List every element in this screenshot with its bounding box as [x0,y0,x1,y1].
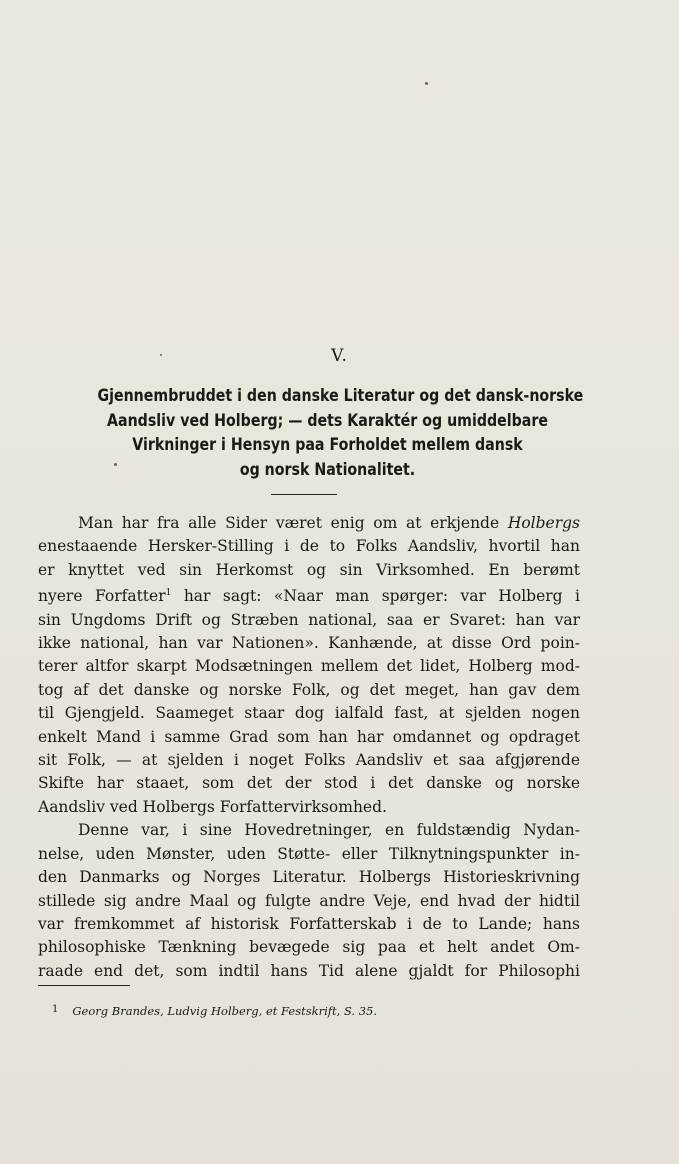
chapter-number: V. [331,346,348,366]
footnote-text: Georg Brandes, Ludvig Holberg, et Festskrift, S. 35. [72,1004,378,1018]
text-line: Denne var, i sine Hovedretninger, en fuldstændig Nydan- [78,821,580,840]
heading-line: Virkninger i Hensyn paa Forholdet mellem dansk [132,435,523,454]
italic-name: Holbergs [507,514,580,532]
heading-line: Gjennembruddet i den danske Literatur og det dansk-norske [97,386,584,405]
text-line: tog af det danske og norske Folk, og det meget, han gav dem [38,680,580,699]
text-line [38,512,580,535]
footnote [52,1004,377,1018]
text-line: sin Ungdoms Drift og Stræben national, saa er Svaret: han var [38,610,580,629]
chapter-heading [97,384,584,482]
text-line: enestaaende Hersker-Stilling i de to Folks Aandsliv, hvortil han [38,537,580,556]
text-segment: Man har fra alle Sider været enig om at erkjende [78,514,508,532]
text-line: raade end det, som indtil hans Tid alene gjaldt for Philosophi [38,961,580,980]
text-line: terer altfor skarpt Modsætningen mellem det lidet, Holberg mod- [38,657,580,676]
text-line: er knyttet ved sin Herkomst og sin Virksomhed. En berømt [38,560,580,579]
heading-divider [271,494,337,495]
text-line: til Gjengjeld. Saameget staar dog ialfald fast, at sjelden nogen [38,704,580,723]
heading-line: Aandsliv ved Holberg; — dets Karaktér og umiddelbare [107,410,548,430]
body-text [38,512,580,983]
text-line: Skifte har staaet, som det der stod i det danske og norske [38,774,580,793]
text-line: ikke national, han var Nationen». Kanhænde, at disse Ord poin- [38,634,580,653]
text-line: nelse, uden Mønster, uden Støtte- eller Tilknytningspunkter in- [38,844,580,863]
text-line: sit Folk, — at sjelden i noget Folks Aandsliv et saa afgjørende [38,751,580,770]
text-segment: har sagt: «Naar man spørger: var Holberg i [171,587,580,606]
footnote-reference: 1 [165,588,172,599]
text-line: philosophiske Tænkning bevægede sig paa et helt andet Om- [38,938,580,957]
text-line: enkelt Mand i samme Grad som han har omdannet og opdraget [38,727,580,746]
heading-line: og norsk Nationalitet. [239,459,416,479]
paper-speck [425,82,428,85]
text-line: Aandsliv ved Holbergs Forfattervirksomhed. [38,797,387,816]
footnote-mark: 1 [52,1004,59,1015]
text-line: den Danmarks og Norges Literatur. Holbergs Historieskrivning [38,868,580,887]
text-line [38,582,580,608]
footnote-divider [38,985,130,986]
text-line: stillede sig andre Maal og fulgte andre Veje, end hvad der hidtil [38,891,580,910]
text-line: var fremkommet af historisk Forfatterskab i de to Lande; hans [38,914,580,933]
text-segment: nyere Forfatter [38,587,166,606]
